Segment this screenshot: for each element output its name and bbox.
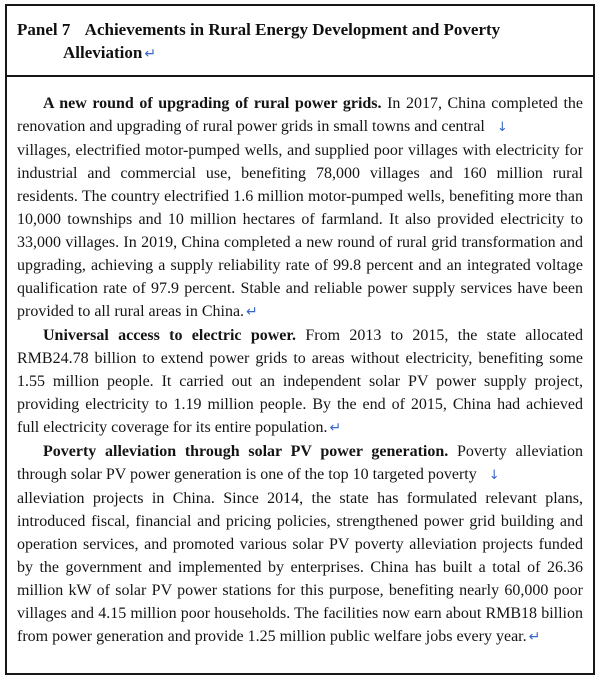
paragraph-mark-icon: ↵ xyxy=(528,629,541,645)
paragraph: A new round of upgrading of rural power grids. In 2017, China completed the renovation and upgrading of rural power grids in small towns and central ↓ villages, electrified motor-pumped wells, and supplied poor villages with electricity for industrial and commercial use, benefiting 78,000 villages and 160 million rural residents. The country electrified 1.6 million motor-pumped wells, benefiting more than 10,000 townships and 10 million hectares of farmland. It also provided electricity to 33,000 villages. In 2019, China completed a new round of rural grid transformation and upgrading, achieving a supply reliability rate of 99.8 percent and an integrated voltage qualification rate of 97.9 percent. Stable and reliable power supply services have been provided to all rural areas in China. ↵ xyxy=(17,95,583,320)
line-break-mark-icon: ↓ xyxy=(488,468,500,483)
panel-title-line2 xyxy=(63,41,583,66)
panel-label: Panel 7 xyxy=(17,20,71,39)
panel-title xyxy=(7,6,593,77)
panel-title-line1 xyxy=(17,18,583,41)
line-break-mark-icon: ↓ xyxy=(496,120,508,135)
panel-title-text-continued: Alleviation xyxy=(63,43,143,62)
paragraph: Poverty alleviation through solar PV power generation. Poverty alleviation through solar PV power generation is one of the top 10 targeted poverty ↓ alleviation projects in China. Since 2014, the state has formulated relevant plans, introduced fiscal, financial and pricing policies, strengthened power grid building and operation services, and promoted various solar PV poverty alleviation projects funded by the government and implemented by enterprises. China has built a total of 26.36 million kW of solar PV power stations for this purpose, benefiting nearly 60,000 poor villages and 4.15 million poor households. The facilities now earn about RMB18 billion from power generation and provide 1.25 million public welfare jobs every year. ↵ xyxy=(17,443,584,645)
paragraph-mark-icon: ↵ xyxy=(144,46,157,62)
panel-title-text: Achievements in Rural Energy Development and Poverty xyxy=(84,20,501,39)
paragraph-lead: A new round of upgrading of rural power grids. xyxy=(43,95,382,112)
paragraph-lead: Universal access to electric power. xyxy=(43,327,297,344)
paragraph-lead: Poverty alleviation through solar PV power generation. xyxy=(43,443,449,460)
paragraph-mark-icon: ↵ xyxy=(246,304,258,320)
paragraph: Universal access to electric power. From 2013 to 2015, the state allocated RMB24.78 billion to extend power grids to areas without electricity, benefiting some 1.55 million people. It carried out an independent solar PV power supply project, providing electricity to 1.19 million people. By the end of 2015, China had achieved full electricity coverage for its entire population. ↵ xyxy=(17,327,583,436)
paragraph-mark-icon: ↵ xyxy=(329,420,342,436)
panel-body xyxy=(7,77,593,649)
panel-box xyxy=(5,4,595,675)
